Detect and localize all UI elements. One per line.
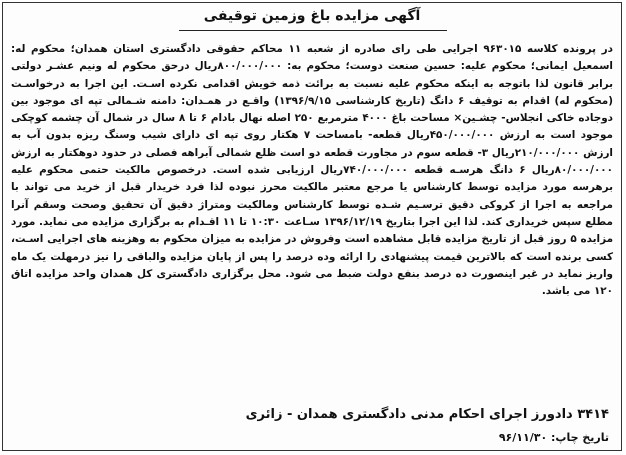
notice-title: آگهی مزایده باغ وزمین توقیفی [203, 8, 421, 24]
title-underline [179, 30, 447, 31]
notice-body [11, 41, 613, 300]
notice-body-paragraph: در پرونده کلاسه ۹۶۳۰۱۵ اجرایی طی رای صادره از شعبه ۱۱ محاکم حقوقی دادگستری استان همدان؛ محکوم له: اسمعیل ایمانی؛ محکوم علیه: حسین صنعت دوست؛ محکوم به: ۸۰۰/۰۰۰/۰۰۰ریال درحق محکوم له ونیم عشـر دولتی برابر قانون لذا باتوجه به اینکه محکوم علیه نسبت به برائت ذمه خویش اقدامی نکرده اسـت. این اجرا به درخواسـت (محکوم له) اقدام به توقیف ۶ دانگ (تاریخ کارشناسی ۱۳۹۶/۹/۱۵) واقـع در همـدان: دامنه شـمالی تپه ای موجود بین دوجاده خاکی انجلاس- چشـین× مساحت باغ ۴۰۰۰ مترمربع ۲۵۰ اصله نهال بادام ۶ تا ۸ سال در شمال آن چشمه کوچکی موجود است به ارزش ۴۵۰/۰۰۰/۰۰۰ریال قطعه- بامساحت ۷ هکتار روی تپه ای دارای شیب وسنگ ریزه بدون آب به ارزش ۲۱۰/۰۰۰/۰۰۰ریال ۳- قطعه سوم در مجاورت قطعه دو است ظلع شمالی آبراهه فصلی در حدود دوهکتار به ارزش ۸۰/۰۰۰/۰۰۰ریال ۶ دانگ هرسـه قطعه ۷۴۰/۰۰۰/۰۰۰ریال ارزیابی شده است. درخصوص مالکیت حتمی محکوم علیه برهرسه مورد مزایده توسط کارشناس یا مرجع معتبر مالکیت محرز نبوده لذا فرد خریدار قبل از خرید می تواند با مراجعه به اجرا از کروکی دقیق ترسـیم شـده توسط کارشناس ومالکیت ومتراژ دقیق آن تحقیق وصحت وسقم آنرا مطلع سپس خریداری کند. لذا این اجرا بتاریخ ۱۳۹۶/۱۲/۱۹ سـاعت ۱۰:۳۰ تا ۱۱ اقـدام به برگزاری مزایده می نماید. مورد مزایده ۵ روز قبل از تاریخ مزایده قابل مشاهده است وفروش در مزایده به میزان محکوم به وهزینه های اجرایی اسـت، کسی برنده است که بالاترین قیمت پیشنهادی را ارائه وده درصد را پس از پایان مزایده والباقی را نیز درمهلت یک ماه واریز نماید در غیر اینصورت ده درصد بنفع دولت ضبط می شود. محل برگزاری دادگستری کل همدان واحد مزایده اتاق ۱۲۰ می باشد. [11, 43, 614, 298]
notice-signature: ۳۴۱۴ دادورز اجرای احکام مدنی دادگستری همدان - زائری [245, 407, 609, 422]
auction-notice [2, 2, 622, 451]
print-date: تاریخ چاپ: ۹۶/۱۱/۳۰ [498, 431, 609, 444]
